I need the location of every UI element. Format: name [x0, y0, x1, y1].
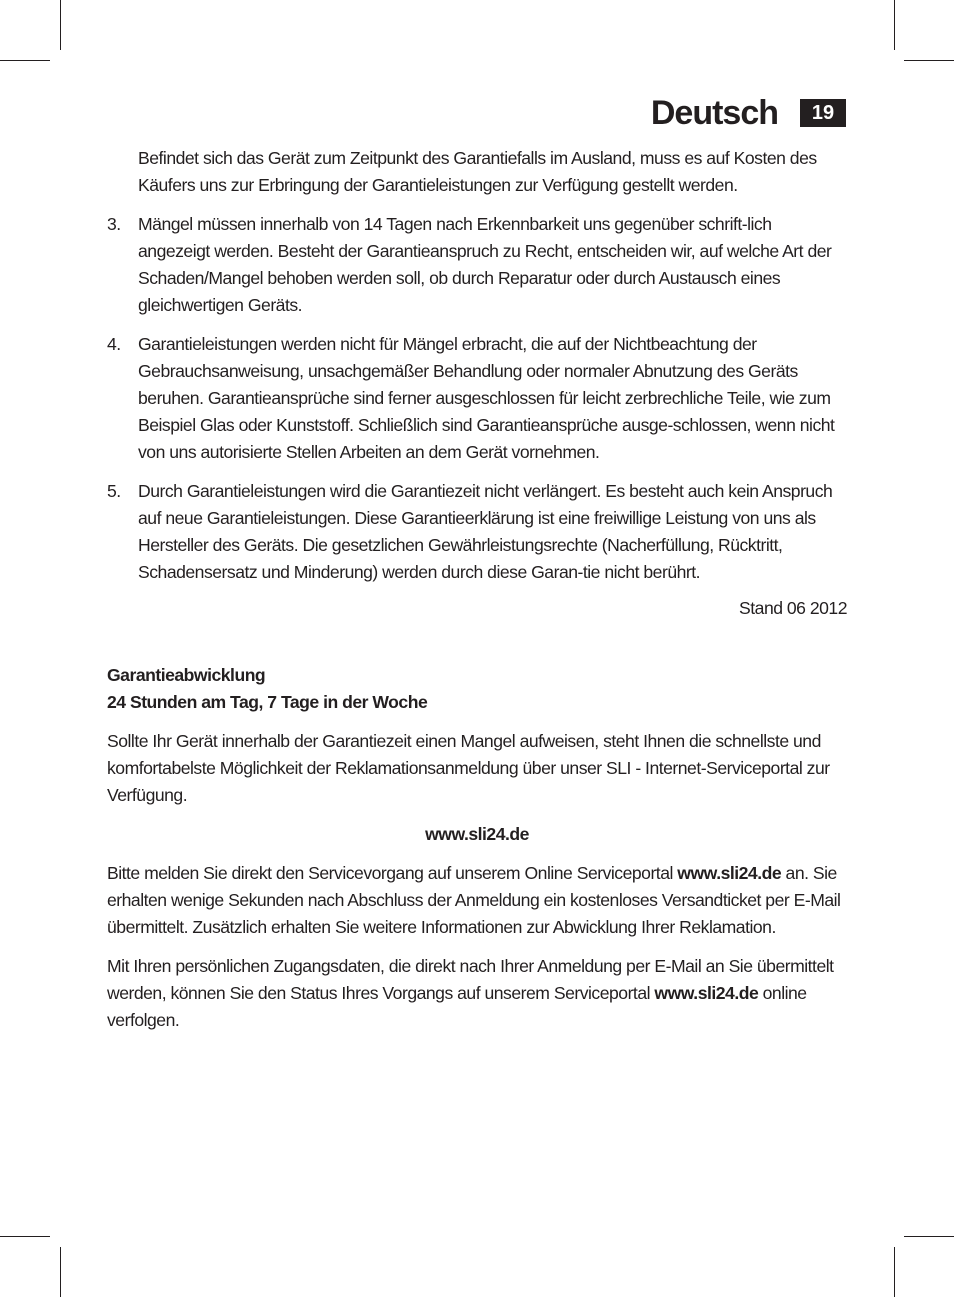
crop-mark: [904, 60, 954, 61]
continuation-paragraph: Befindet sich das Gerät zum Zeitpunkt des Garantiefalls im Ausland, muss es auf Kosten des Käufers uns zur Erbringung der Garantieleistungen zur Verfügung gestellt werden.: [138, 148, 817, 195]
service-link[interactable]: www.sli24.de: [677, 863, 782, 883]
crop-mark: [894, 0, 895, 50]
service-url[interactable]: www.sli24.de: [425, 824, 529, 844]
list-number: 5.: [107, 481, 121, 501]
page-header: [651, 96, 846, 130]
list-text: Mängel müssen innerhalb von 14 Tagen nach Erkennbarkeit uns gegenüber schrift-lich angezeigt werden. Besteht der Garantieanspruch zu Recht, entscheiden wir, auf welche Art der Schaden/Mangel behoben werden soll, ob durch Reparatur oder durch Austausch eines gleichwertigen Geräts.: [138, 214, 832, 315]
section-heading-line1: Garantieabwicklung: [107, 665, 266, 685]
list-number: 4.: [107, 334, 121, 354]
crop-mark: [60, 1247, 61, 1297]
page-content: [107, 145, 847, 1034]
crop-mark: [0, 1236, 50, 1237]
service-link[interactable]: www.sli24.de: [654, 983, 759, 1003]
paragraph-text: Mit Ihren persönlichen Zugangsdaten, die direkt nach Ihrer Anmeldung per E-Mail an Sie übermittelt werden, können Sie den Status Ihres Vorgangs auf unserem Serviceportal: [107, 956, 834, 1003]
service-paragraph-3: [107, 953, 847, 1034]
crop-mark: [904, 1236, 954, 1237]
section-heading: [107, 662, 847, 716]
list-text: Garantieleistungen werden nicht für Mängel erbracht, die auf der Nichtbeachtung der Gebrauchsanweisung, unsachgemäßer Behandlung oder normaler Abnutzung des Geräts beruhen. Garantieansprüche sind ferner ausgeschlossen für leicht zerbrechliche Teile, wie zum Beispiel Glas oder Kunststoff. Schließlich sind Garantieansprüche ausge-schlossen, wenn nicht von uns autorisierte Stellen Arbeiten an dem Gerät vornehmen.: [138, 334, 835, 462]
list-text: Durch Garantieleistungen wird die Garantiezeit nicht verlängert. Es besteht auch kein Anspruch auf neue Garantieleistungen. Diese Garantieerklärung ist eine freiwillige Leistung von uns als Hersteller des Geräts. Die gesetzlichen Gewährleistungsrechte (Nacherfüllung, Rücktritt, Schadensersatz und Minderung) werden durch diese Garan-tie nicht berührt.: [138, 481, 833, 582]
crop-mark: [60, 0, 61, 50]
service-paragraph-1: Sollte Ihr Gerät innerhalb der Garantiezeit einen Mangel aufweisen, steht Ihnen die schnellste und komfortabelste Möglichkeit der Reklamationsanmeldung über unser SLI - Internet-Serviceportal zur Verfügung.: [107, 731, 830, 805]
crop-mark: [0, 60, 50, 61]
version-stamp: Stand 06 2012: [739, 598, 847, 618]
list-item: [107, 211, 847, 319]
section-heading-line2: 24 Stunden am Tag, 7 Tage in der Woche: [107, 692, 428, 712]
language-title: Deutsch: [650, 94, 778, 132]
crop-mark: [894, 1247, 895, 1297]
service-paragraph-2: [107, 860, 847, 941]
list-item: [107, 478, 847, 586]
page-number: 19: [800, 99, 846, 127]
paragraph-text: Bitte melden Sie direkt den Servicevorgang auf unserem Online Serviceportal: [107, 863, 678, 883]
list-number: 3.: [107, 214, 121, 234]
paragraph-text: online verfolgen.: [107, 983, 807, 1030]
paragraph-text: an. Sie erhalten wenige Sekunden nach Abschluss der Anmeldung ein kostenloses Versandticket per E-Mail übermittelt. Zusätzlich erhalten Sie weitere Informationen zur Abwicklung Ihrer Reklamation.: [107, 863, 841, 937]
warranty-list: [107, 211, 847, 586]
list-item: [107, 331, 847, 466]
